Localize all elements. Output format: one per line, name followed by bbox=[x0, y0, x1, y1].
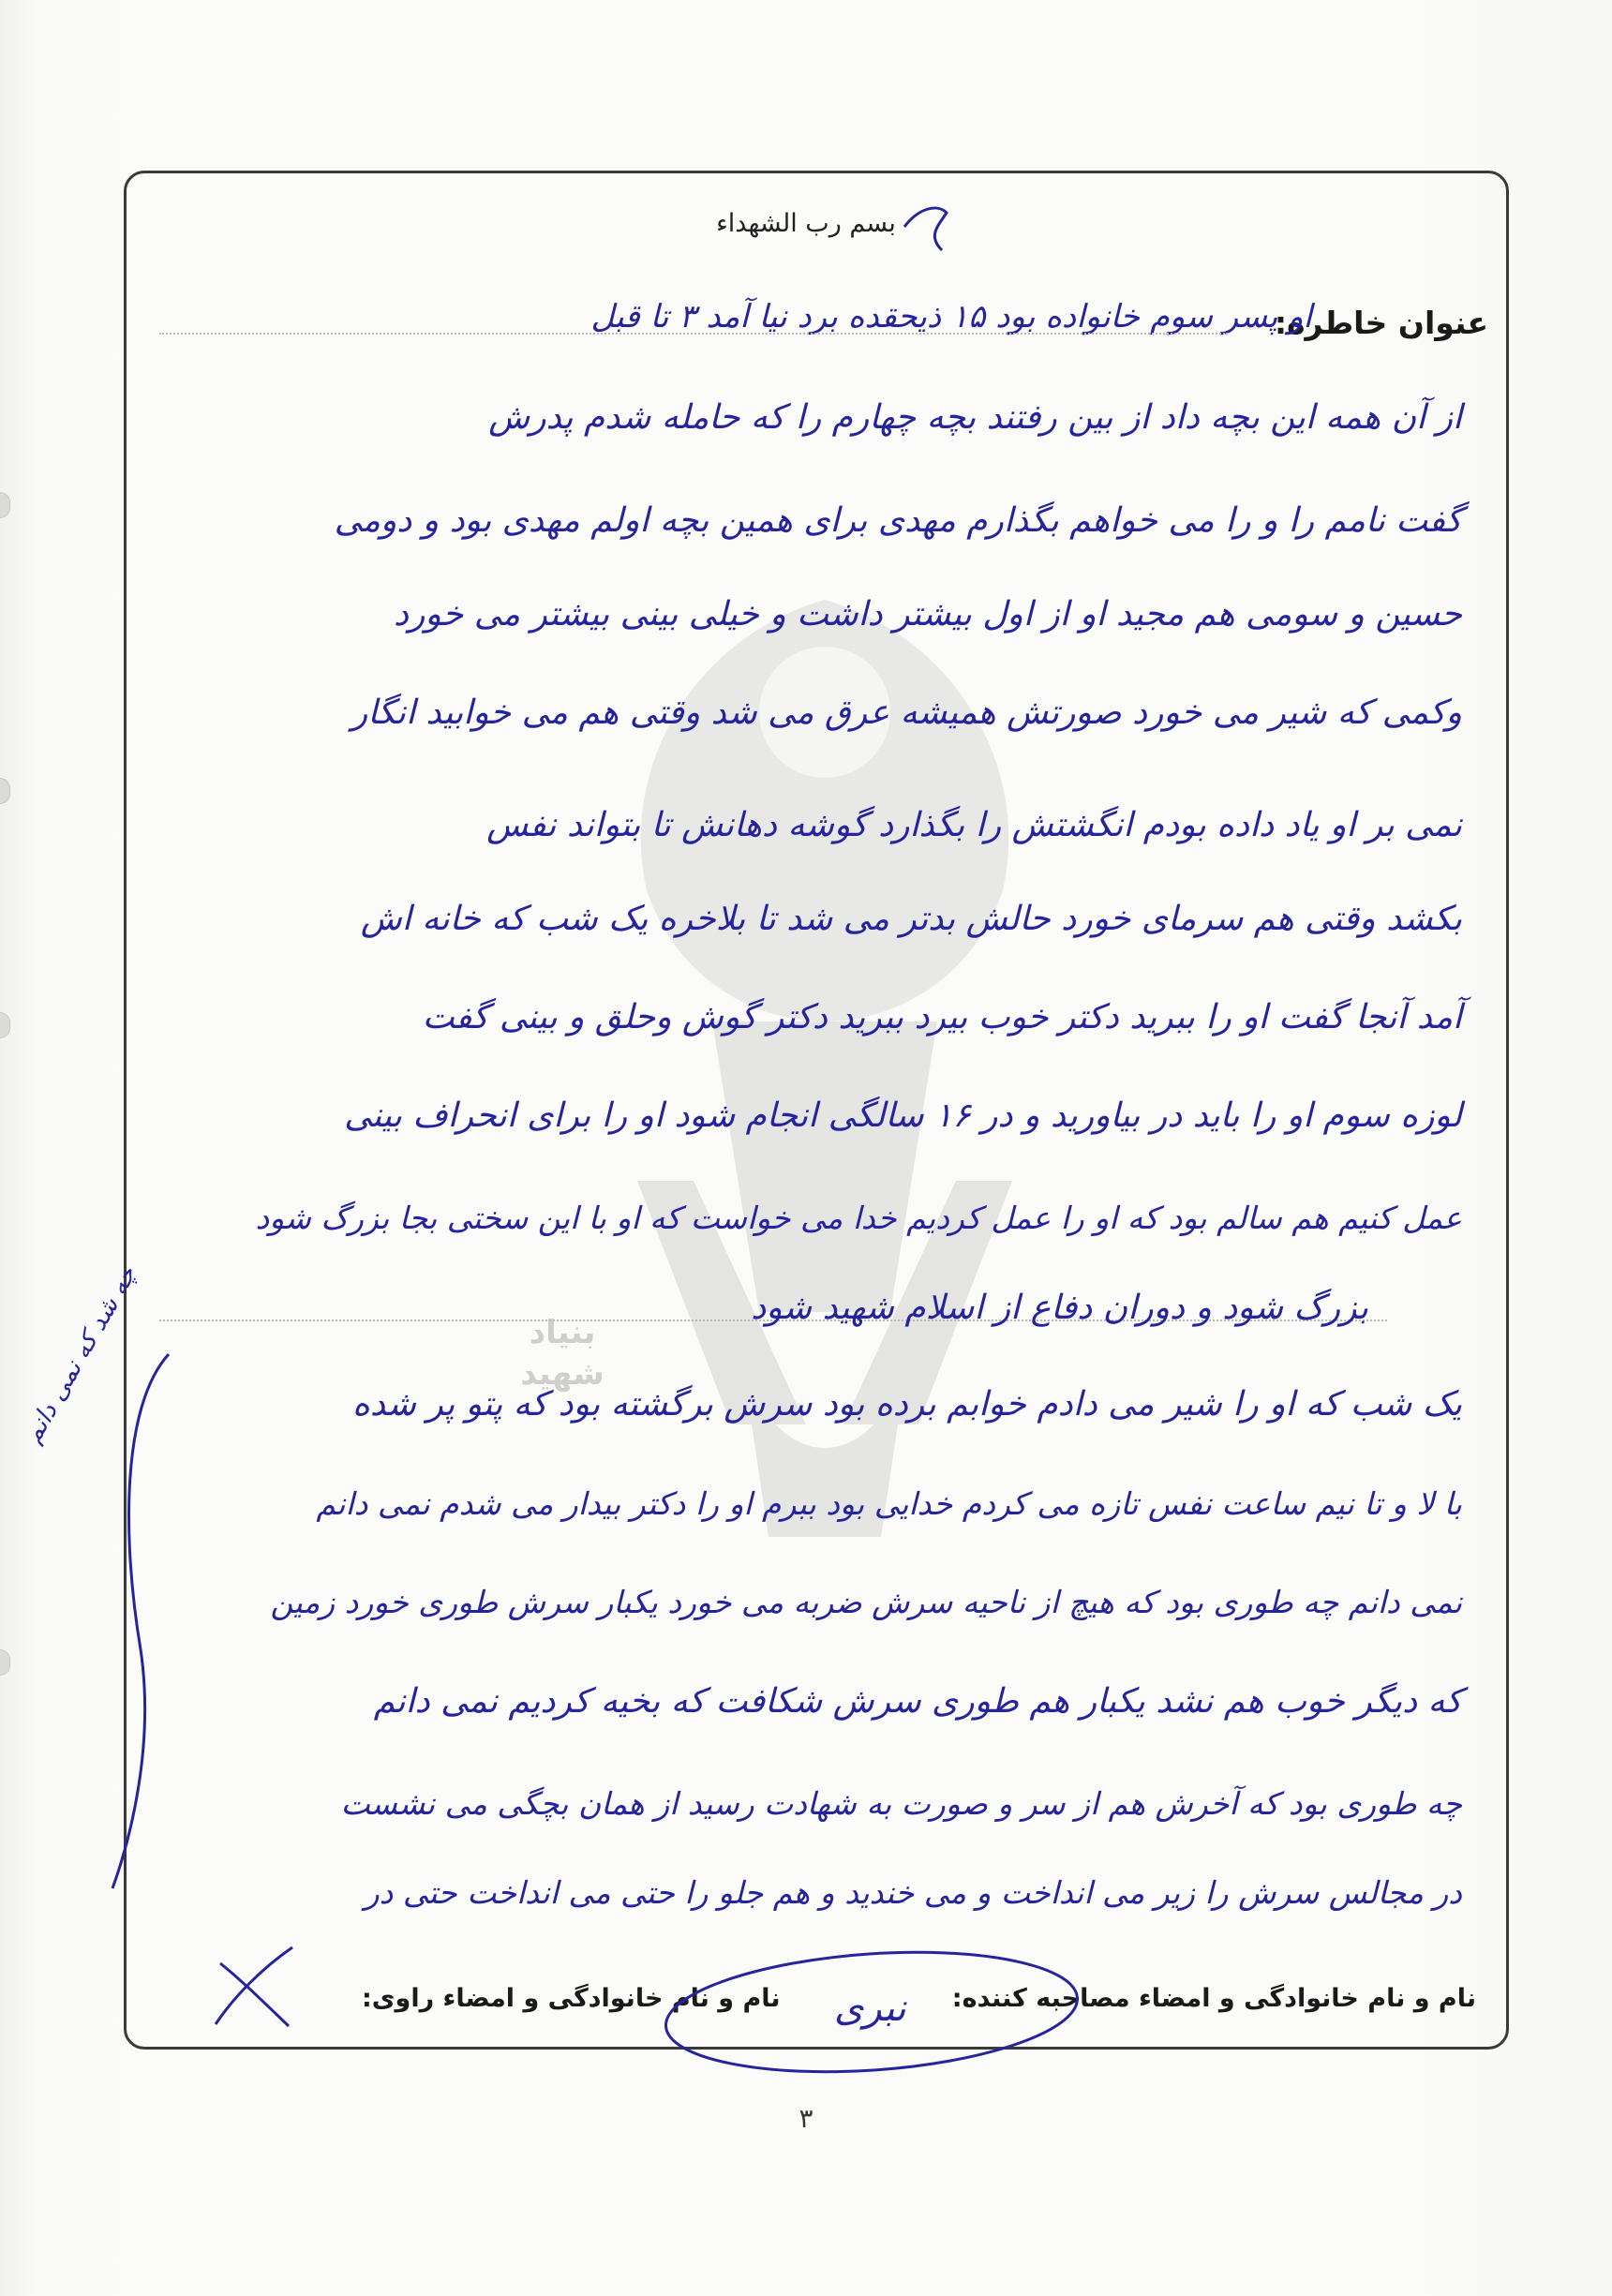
memoir-line: با لا و تا نیم ساعت نفس تازه می کردم خدایی بود ببرم او را دکتر بیدار می شدم نمی دانم bbox=[316, 1485, 1462, 1522]
binder-hole bbox=[0, 1012, 10, 1038]
watermark-line2: شهید bbox=[520, 1355, 604, 1393]
memoir-line: بزرگ شود و دوران دفاع از اسلام شهید شود bbox=[751, 1289, 1368, 1327]
margin-bracket-icon bbox=[103, 1349, 178, 1893]
memoir-title-value: او پسر سوم خانواده بود ۱۵ ذیحقده برد نیا آمد ۳ تا قبل bbox=[590, 298, 1312, 335]
binder-hole bbox=[0, 1649, 10, 1676]
memoir-line: وکمی که شیر می خورد صورتش همیشه عرق می شد وقتی هم می خوابید انگار bbox=[351, 693, 1462, 732]
narrator-signature-label: نام و نام خانوادگی و امضاء راوی: bbox=[362, 1984, 781, 2013]
memoir-line: گفت نامم را و را می خواهم بگذارم مهدی برای همین بچه اولم مهدی بود و دومی bbox=[334, 501, 1462, 540]
memoir-line: که دیگر خوب هم نشد یکبار هم طوری سرش شکافت که بخیه کردیم نمی دانم bbox=[373, 1682, 1462, 1721]
watermark-line1: بنیاد bbox=[529, 1314, 596, 1351]
binder-hole bbox=[0, 492, 10, 518]
page-header-invocation: بسم رب الشهداء bbox=[716, 209, 896, 238]
memoir-line: عمل کنیم هم سالم بود که او را عمل کردیم خدا می خواست که او با این سختی بجا بزرگ شود bbox=[255, 1200, 1462, 1236]
memoir-line: لوزه سوم او را باید در بیاورید و در ۱۶ سالگی انجام شود او را برای انحراف بینی bbox=[344, 1096, 1462, 1135]
memoir-line: بکشد وقتی هم سرمای خورد حالش بدتر می شد تا بلاخره یک شب که خانه اش bbox=[360, 900, 1462, 938]
memoir-line: نمی دانم چه طوری بود که هیچ از ناحیه سرش ضربه می خورد یکبار سرش طوری خورد زمین bbox=[270, 1584, 1462, 1620]
binder-hole bbox=[0, 778, 10, 804]
memoir-line: حسین و سومی هم مجید او از اول بیشتر داشت و خیلی بینی بیشتر می خورد bbox=[394, 595, 1462, 634]
margin-note: چه شد که نمی دانم bbox=[19, 1261, 143, 1448]
ink-mark-icon bbox=[900, 199, 956, 255]
memoir-line: نمی بر او یاد داده بودم انگشتش را بگذارد گوشه دهانش تا بتواند نفس bbox=[486, 806, 1462, 844]
narrator-x-mark-icon bbox=[206, 1940, 300, 2034]
memoir-line: چه طوری بود که آخرش هم از سر و صورت به شهادت رسید از همان بچگی می نشست bbox=[340, 1785, 1462, 1822]
interviewer-signature-label: نام و نام خانوادگی و امضاء مصاحبه کننده: bbox=[951, 1984, 1476, 2013]
memoir-line: آمد آنجا گفت او را ببرید دکتر خوب بیرد ببرید دکتر گوش وحلق و بینی گفت bbox=[422, 998, 1462, 1036]
ruled-line bbox=[159, 333, 1228, 335]
memoir-title-label: عنوان خاطره: bbox=[1274, 305, 1488, 341]
page-number: ۳ bbox=[799, 2103, 813, 2134]
memoir-line: در مجالس سرش را زیر می انداخت و می خندید و هم جلو را حتی می انداخت حتی در bbox=[364, 1874, 1462, 1911]
interviewer-signature: نبری bbox=[834, 1987, 906, 2030]
memoir-line: یک شب که او را شیر می دادم خوابم برده بود سرش برگشته بود که پتو پر شده bbox=[352, 1385, 1462, 1424]
memoir-line: از آن همه این بچه داد از بین رفتند بچه چهارم را که حامله شدم پدرش bbox=[488, 398, 1462, 437]
